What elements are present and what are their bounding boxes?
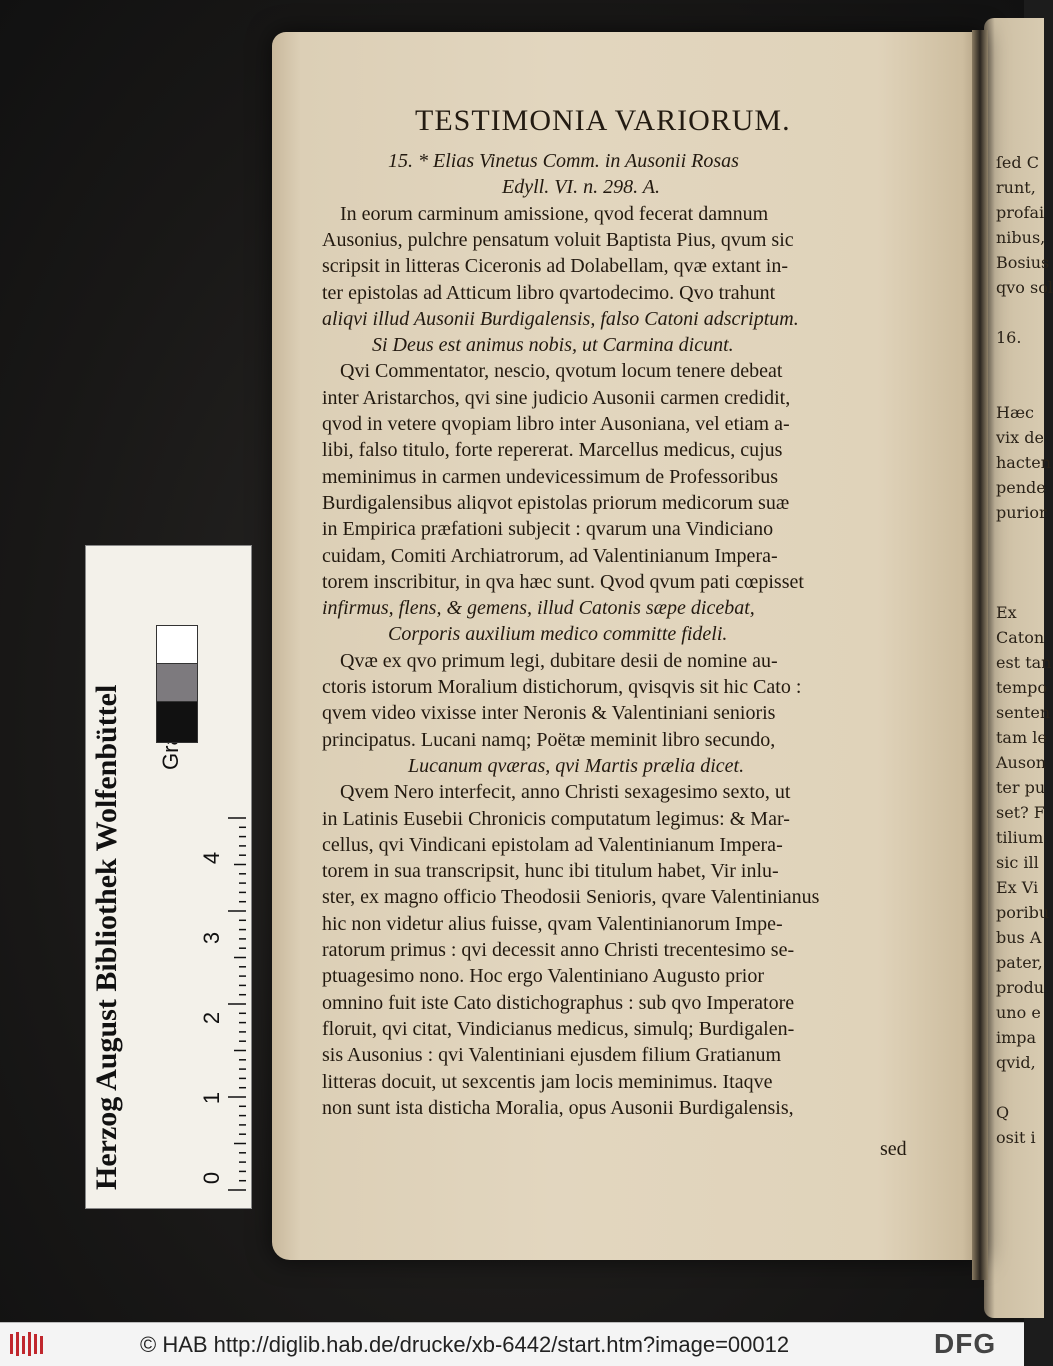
edge-text-line: Hæc [996,403,1034,422]
scale-number-0: 0 [199,1171,225,1185]
text-line: scripsit in litteras Ciceronis ad Dolabellam, qvæ extant in- [322,255,789,278]
swatch-black [156,701,198,743]
edge-text-line: poribu [996,903,1050,922]
edge-text-line: qvo sol [996,278,1053,297]
edge-text-line: senten [996,703,1051,722]
edge-text-line: tempo [996,678,1047,697]
edge-text-line: hacten [996,453,1052,472]
text-line: In eorum carminum amissione, qvod fecerat damnum [340,202,769,225]
text-line: floruit, qvi citat, Vindicianus medicus, simulq; Burdigalen- [322,1017,795,1040]
text-line: ratorum primus : qvi decessit anno Christi trecentesimo se- [322,939,795,961]
book-gutter [972,30,988,1280]
text-line: aliqvi illud Ausonii Burdigalensis, falso Catoni adscriptum. [322,307,799,330]
edge-text-line [996,525,1036,550]
edge-text-line [996,550,1036,575]
edge-text-line: ſed C [996,153,1039,172]
edge-text-line: Ex Vi [996,878,1039,897]
text-line: ptuagesimo nono. Hoc ergo Valentiniano Augusto prior [322,965,764,988]
edge-text-line: 16. [996,328,1022,347]
page-title: TESTIMONIA VARIORUM. [415,104,791,137]
edge-text-line: vix de [996,428,1044,447]
scale-number-4: 4 [199,851,225,865]
edge-text-line: Ex [996,603,1017,622]
text-line: Qvæ ex qvo primum legi, dubitare desii de nomine au- [340,649,778,672]
text-line: libi, falso titulo, forte repererat. Marcellus medicus, cujus [322,439,783,462]
edge-text-line: est tan [996,653,1052,672]
text-line: omnino fuit iste Cato distichographus : sub qvo Imperatore [322,991,795,1014]
scale-number-2: 2 [199,1011,225,1025]
edge-text-line [996,1075,1036,1100]
edge-text-line: uno e [996,1003,1041,1022]
edge-text-line: sic ill [996,853,1039,872]
edge-text-line: purior [996,503,1047,522]
text-line: cuidam, Comiti Archiatrorum, ad Valentinianum Impera- [322,544,778,567]
text-line: cellus, qvi Vindicani epistolam ad Valentinianum Impera- [322,833,783,856]
text-line: Corporis auxilium medico committe fideli. [388,623,728,646]
text-line: qvod in vetere qvopiam libro inter Ausoniana, vel etiam a- [322,413,790,435]
text-line: in Empirica præfationi subjecit : qvarum una Vindiciano [322,518,774,541]
text-line: Qvem Nero interfecit, anno Christi sexagesimo sexto, ut [340,781,791,804]
text-line: non sunt ista disticha Moralia, opus Ausonii Burdigalensis, [322,1096,794,1119]
edge-text-line: pende [996,478,1046,497]
scale-number-3: 3 [199,931,225,945]
text-line: Edyll. VI. n. 298. A. [502,176,660,199]
dfg-logo: DFG [934,1328,997,1359]
hab-logo-icon [8,1330,48,1358]
text-line: Lucanum qværas, qvi Martis prælia dicet. [408,754,745,777]
text-line: ctoris istorum Moralium distichorum, qvisqvis sit hic Cato : [322,676,802,698]
next-page-edge-text [996,150,1053,1150]
edge-text-line: bus A [996,928,1042,947]
edge-text-line: tilium [996,828,1044,847]
text-line: inter Aristarchos, qvi sine judicio Ausonii carmen credidit, [322,386,791,409]
edge-text-line [996,300,1036,325]
text-line: infirmus, flens, & gemens, illud Catonis sæpe dicebat, [322,597,755,620]
ruler-institution-label: Herzog August Bibliothek Wolfenbüttel [90,684,123,1190]
edge-text-line: produ [996,978,1045,997]
text-line: Si Deus est animus nobis, ut Carmina dicunt. [372,334,734,357]
scale-number-1: 1 [199,1091,225,1105]
text-line: Ausonius, pulchre pensatum voluit Baptista Pius, qvum sic [322,228,794,251]
edge-text-line: profai [996,203,1045,222]
footer-copyright-link[interactable]: © HAB http://diglib.hab.de/drucke/xb-6442/start.htm?image=00012 [140,1332,790,1357]
edge-text-line: set? F [996,803,1045,822]
text-line: sis Ausonius : qvi Valentiniani ejusdem filium Gratianum [322,1044,782,1067]
text-line: torem inscribitur, in qva hæc sunt. Qvod qvum pati cœpisset [322,570,804,593]
catchword: sed [880,1138,907,1160]
text-line: torem in sua transcripsit, hunc ibi titulum habet, Vir inlu- [322,860,779,883]
text-line: meminimus in carmen undevicessimum de Professoribus [322,465,779,488]
swatch-gray [156,663,198,703]
edge-text-line: ter pu [996,778,1046,797]
text-line: ter epistolas ad Atticum libro qvartodecimo. Qvo trahunt [322,281,776,304]
text-line: litteras docuit, ut sexcentis jam locis meminimus. Itaqve [322,1070,773,1093]
edge-text-line: osit i [996,1128,1036,1147]
edge-text-line: nibus, [996,228,1046,247]
edge-text-line: Bosius [996,253,1050,272]
swatch-white [156,625,198,665]
edge-text-line [996,375,1036,400]
ruler-ticks [226,812,246,1192]
edge-text-line: pater, [996,953,1043,972]
text-line: ster, ex magno officio Theodosii Senioris, qvare Valentinianus [322,886,820,909]
text-line: principatus. Lucani namq; Poëtæ meminit libro secundo, [322,728,776,751]
edge-text-line: Auson [996,753,1047,772]
edge-text-line: Q [996,1103,1010,1122]
edge-text-line: qvid, [996,1053,1036,1072]
text-line: Burdigalensibus aliqvot epistolas priorum medicorum suæ [322,491,790,514]
edge-text-line: tam le [996,728,1047,747]
edge-text-line: Caton [996,628,1045,647]
text-line: qvem video vixisse inter Neronis & Valentiniani senioris [322,702,776,725]
edge-text-line: runt, [996,178,1036,197]
text-line: 15. * Elias Vinetus Comm. in Ausonii Rosas [388,150,739,172]
edge-text-line: impa [996,1028,1037,1047]
edge-text-line [996,350,1036,375]
text-line: Qvi Commentator, nescio, qvotum locum tenere debeat [340,360,783,383]
edge-text-line [996,575,1036,600]
text-line: hic non videtur alius fuisse, qvam Valentinianorum Impe- [322,912,783,935]
text-line: in Latinis Eusebii Chronicis computatum legimus: & Mar- [322,807,790,830]
